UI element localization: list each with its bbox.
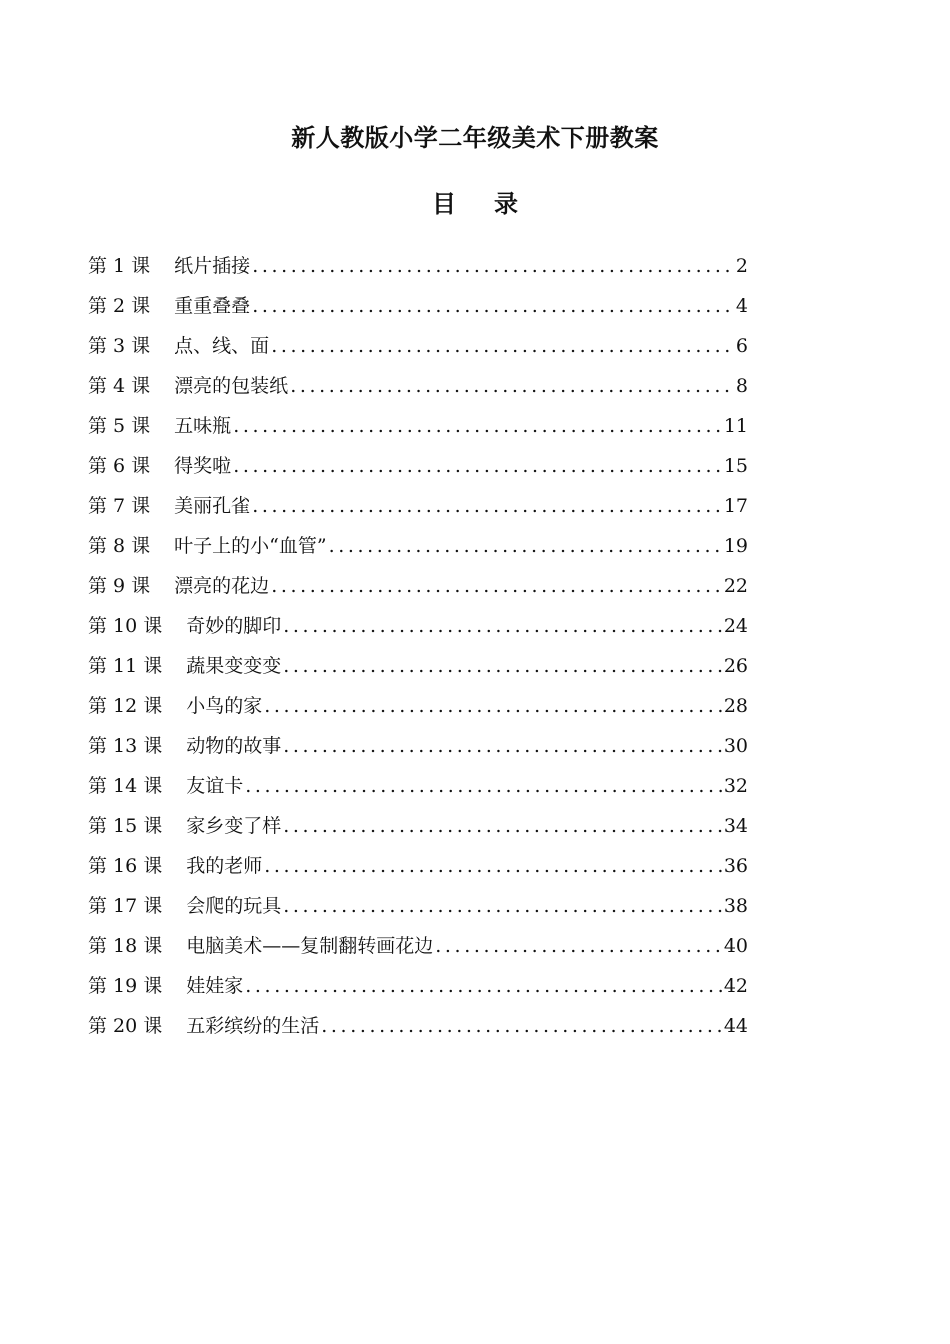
toc-lesson-number: 第 17 课 bbox=[88, 895, 163, 917]
toc-lesson-number: 第 3 课 bbox=[88, 335, 151, 357]
toc-page-number: 36 bbox=[723, 855, 748, 877]
toc-page-number: 8 bbox=[735, 375, 748, 397]
toc-dot-leader bbox=[329, 530, 722, 562]
toc-entry[interactable] bbox=[88, 290, 748, 330]
toc-dot-leader bbox=[245, 970, 722, 1002]
toc-lesson-number: 第 5 课 bbox=[88, 415, 151, 437]
toc-lesson-title: 五彩缤纷的生活 bbox=[186, 1015, 320, 1037]
toc-page-number: 19 bbox=[723, 535, 748, 557]
toc-page-number: 32 bbox=[723, 775, 748, 797]
document-title: 新人教版小学二年级美术下册教案 bbox=[291, 124, 659, 152]
toc-lesson-number: 第 11 课 bbox=[88, 655, 163, 677]
toc-entry[interactable] bbox=[88, 410, 748, 450]
toc-entry[interactable] bbox=[88, 890, 748, 930]
toc-entry[interactable] bbox=[88, 810, 748, 850]
toc-dot-leader bbox=[283, 810, 722, 842]
toc-lesson-title: 动物的故事 bbox=[186, 735, 282, 757]
toc-lesson-title: 娃娃家 bbox=[186, 975, 244, 997]
toc-page-number: 24 bbox=[723, 615, 748, 637]
toc-entry[interactable] bbox=[88, 450, 748, 490]
toc-lesson-title: 得奖啦 bbox=[174, 455, 232, 477]
toc-lesson-number: 第 14 课 bbox=[88, 775, 163, 797]
toc-lesson-title: 会爬的玩具 bbox=[186, 895, 282, 917]
toc-entry[interactable] bbox=[88, 650, 748, 690]
toc-lesson-number: 第 9 课 bbox=[88, 575, 151, 597]
toc-lesson-number: 第 19 课 bbox=[88, 975, 163, 997]
toc-page-number: 17 bbox=[723, 495, 748, 517]
toc-entry[interactable] bbox=[88, 610, 748, 650]
toc-lesson-number: 第 7 课 bbox=[88, 495, 151, 517]
toc-page-number: 40 bbox=[723, 935, 748, 957]
toc-dot-leader bbox=[290, 370, 734, 402]
toc-dot-leader bbox=[283, 650, 722, 682]
toc-lesson-title: 漂亮的花边 bbox=[174, 575, 270, 597]
toc-dot-leader bbox=[245, 770, 722, 802]
toc-page-number: 2 bbox=[735, 255, 748, 277]
toc-lesson-number: 第 4 课 bbox=[88, 375, 151, 397]
toc-heading-char-2: 录 bbox=[494, 190, 518, 218]
toc-page-number: 42 bbox=[723, 975, 748, 997]
toc-dot-leader bbox=[233, 450, 722, 482]
toc-heading-char-1: 目 bbox=[432, 190, 456, 218]
toc-lesson-number: 第 12 课 bbox=[88, 695, 163, 717]
toc-lesson-number: 第 1 课 bbox=[88, 255, 151, 277]
toc-entry[interactable] bbox=[88, 330, 748, 370]
toc-entry[interactable] bbox=[88, 850, 748, 890]
toc-entry[interactable] bbox=[88, 730, 748, 770]
toc-heading bbox=[0, 184, 950, 219]
toc-entry[interactable] bbox=[88, 490, 748, 530]
toc-lesson-title: 蔬果变变变 bbox=[186, 655, 282, 677]
toc-lesson-number: 第 16 课 bbox=[88, 855, 163, 877]
toc-dot-leader bbox=[271, 570, 722, 602]
toc-entry[interactable] bbox=[88, 250, 748, 290]
toc-lesson-number: 第 18 课 bbox=[88, 935, 163, 957]
toc-page-number: 4 bbox=[735, 295, 748, 317]
toc-lesson-number: 第 10 课 bbox=[88, 615, 163, 637]
toc-dot-leader bbox=[252, 490, 722, 522]
toc-page-number: 34 bbox=[723, 815, 748, 837]
toc-dot-leader bbox=[283, 610, 722, 642]
table-of-contents bbox=[88, 250, 748, 1050]
toc-lesson-title: 叶子上的小“血管” bbox=[174, 535, 327, 557]
toc-entry[interactable] bbox=[88, 370, 748, 410]
toc-page-number: 44 bbox=[723, 1015, 748, 1037]
toc-lesson-title: 漂亮的包装纸 bbox=[174, 375, 289, 397]
toc-lesson-title: 家乡变了样 bbox=[186, 815, 282, 837]
toc-lesson-number: 第 8 课 bbox=[88, 535, 151, 557]
toc-lesson-number: 第 20 课 bbox=[88, 1015, 163, 1037]
toc-page-number: 26 bbox=[723, 655, 748, 677]
toc-lesson-number: 第 6 课 bbox=[88, 455, 151, 477]
toc-lesson-title: 点、线、面 bbox=[174, 335, 270, 357]
toc-entry[interactable] bbox=[88, 1010, 748, 1050]
toc-page-number: 15 bbox=[723, 455, 748, 477]
toc-page-number: 22 bbox=[723, 575, 748, 597]
toc-entry[interactable] bbox=[88, 690, 748, 730]
toc-page-number: 6 bbox=[735, 335, 748, 357]
toc-dot-leader bbox=[435, 930, 722, 962]
toc-lesson-number: 第 15 课 bbox=[88, 815, 163, 837]
toc-dot-leader bbox=[271, 330, 734, 362]
toc-page-number: 28 bbox=[723, 695, 748, 717]
toc-dot-leader bbox=[252, 250, 734, 282]
toc-page-number: 38 bbox=[723, 895, 748, 917]
toc-entry[interactable] bbox=[88, 770, 748, 810]
toc-lesson-title: 重重叠叠 bbox=[174, 295, 251, 317]
toc-dot-leader bbox=[264, 850, 722, 882]
toc-lesson-title: 我的老师 bbox=[186, 855, 263, 877]
toc-dot-leader bbox=[321, 1010, 722, 1042]
toc-lesson-title: 小鸟的家 bbox=[186, 695, 263, 717]
toc-page-number: 30 bbox=[723, 735, 748, 757]
toc-dot-leader bbox=[252, 290, 734, 322]
toc-entry[interactable] bbox=[88, 970, 748, 1010]
toc-lesson-title: 五味瓶 bbox=[174, 415, 232, 437]
toc-dot-leader bbox=[233, 410, 722, 442]
toc-entry[interactable] bbox=[88, 530, 748, 570]
toc-lesson-number: 第 13 课 bbox=[88, 735, 163, 757]
toc-entry[interactable] bbox=[88, 930, 748, 970]
toc-entry[interactable] bbox=[88, 570, 748, 610]
toc-lesson-title: 美丽孔雀 bbox=[174, 495, 251, 517]
toc-page-number: 11 bbox=[723, 415, 748, 437]
toc-dot-leader bbox=[264, 690, 722, 722]
toc-lesson-number: 第 2 课 bbox=[88, 295, 151, 317]
toc-dot-leader bbox=[283, 890, 722, 922]
toc-lesson-title: 电脑美术——复制翻转画花边 bbox=[186, 935, 434, 957]
toc-lesson-title: 友谊卡 bbox=[186, 775, 244, 797]
toc-dot-leader bbox=[283, 730, 722, 762]
toc-lesson-title: 奇妙的脚印 bbox=[186, 615, 282, 637]
toc-lesson-title: 纸片插接 bbox=[174, 255, 251, 277]
